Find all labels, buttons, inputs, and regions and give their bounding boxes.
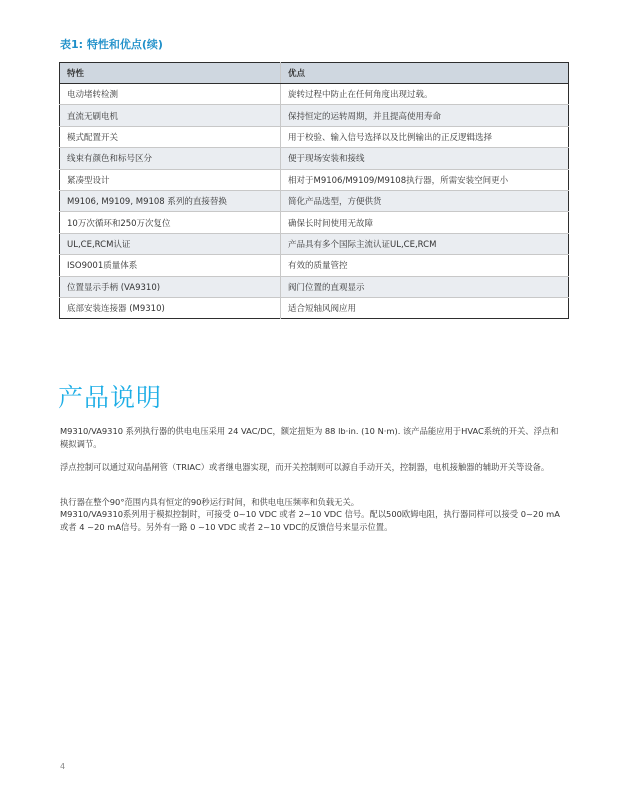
feature-cell: 紧凑型设计 (60, 169, 281, 190)
section-heading: 产品说明 (58, 383, 163, 412)
benefit-cell: 确保长时间使用无故障 (281, 212, 569, 233)
feature-cell: 线束有颜色和标号区分 (60, 148, 281, 169)
page-number: 4 (60, 762, 66, 771)
table-row (60, 105, 569, 126)
features-table (59, 62, 569, 319)
table-title: 表1: 特性和优点(续) (60, 38, 163, 51)
benefit-cell: 保持恒定的运转周期，并且提高使用寿命 (281, 105, 569, 126)
table-row (60, 276, 569, 297)
feature-cell: UL,CE,RCM认证 (60, 233, 281, 254)
table-row (60, 169, 569, 190)
table-row (60, 255, 569, 276)
benefit-cell: 阀门位置的直观显示 (281, 276, 569, 297)
table-row (60, 148, 569, 169)
benefit-cell: 产品具有多个国际主流认证UL,CE,RCM (281, 233, 569, 254)
benefit-cell: 用于校验、输入信号选择以及比例输出的正反逻辑选择 (281, 126, 569, 147)
benefit-cell: 适合短轴风阀应用 (281, 297, 569, 318)
benefit-cell: 相对于M9106/M9109/M9108执行器，所需安装空间更小 (281, 169, 569, 190)
column-header-benefit: 优点 (281, 63, 569, 84)
feature-cell: 模式配置开关 (60, 126, 281, 147)
feature-cell: 位置显示手柄 (VA9310) (60, 276, 281, 297)
table-row (60, 233, 569, 254)
table-header-row (60, 63, 569, 84)
feature-cell: 底部安装连接器 (M9310) (60, 297, 281, 318)
feature-cell: 电动堵转检测 (60, 84, 281, 105)
description-paragraph-1: M9310/VA9310 系列执行器的供电电压采用 24 VAC/DC，额定扭矩为 88 lb·in. (10 N·m). 该产品能应用于HVAC系统的开关、浮点和模拟调节。 (60, 426, 559, 449)
table-row (60, 212, 569, 233)
feature-cell: ISO9001质量体系 (60, 255, 281, 276)
feature-cell: 直流无刷电机 (60, 105, 281, 126)
benefit-cell: 便于现场安装和接线 (281, 148, 569, 169)
table-row (60, 126, 569, 147)
table-row (60, 297, 569, 318)
benefit-cell: 有效的质量管控 (281, 255, 569, 276)
description-paragraph-2: 浮点控制可以通过双向晶闸管（TRIAC）或者继电器实现，而开关控制则可以源自手动开关，控制器，电机接触器的辅助开关等设备。 (60, 462, 550, 472)
table-row (60, 84, 569, 105)
benefit-cell: 旋转过程中防止在任何角度出现过载。 (281, 84, 569, 105)
feature-cell: M9106, M9109, M9108 系列的直接替换 (60, 190, 281, 211)
benefit-cell: 简化产品选型，方便供货 (281, 190, 569, 211)
column-header-feature: 特性 (60, 63, 281, 84)
table-row (60, 190, 569, 211)
description-paragraph-3-line-2: M9310/VA9310系列用于模拟控制时，可接受 0~10 VDC 或者 2~10 VDC 信号。配以500欧姆电阻，执行器同样可以接受 0~20 mA 或者 4 ~20 mA信号。另外有一路 0 ~10 VDC 或者 2~10 VDC的反馈信号来显示位置。 (60, 509, 560, 532)
description-paragraph-3-line-1: 执行器在整个90°范围内具有恒定的90秒运行时间，和供电电压频率和负载无关。 (60, 497, 360, 507)
feature-cell: 10万次循环和250万次复位 (60, 212, 281, 233)
